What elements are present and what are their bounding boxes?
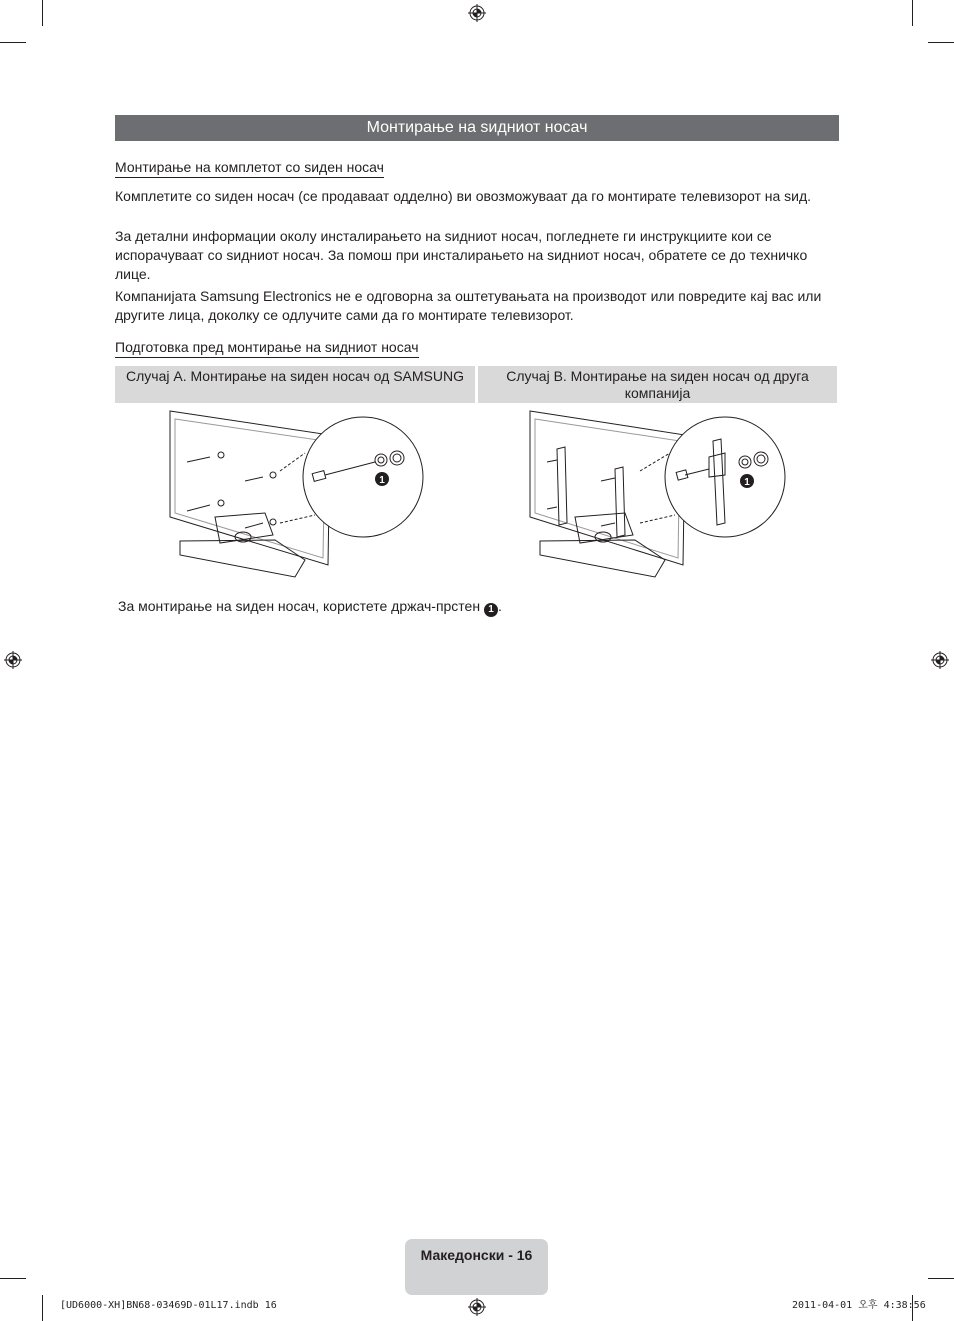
registration-mark-icon bbox=[468, 4, 486, 22]
case-b-header: Случај B. Монтирање на ѕиден носач од друга компанија bbox=[478, 366, 837, 403]
kit-paragraph-2: За детални информации околу инсталирањето на ѕидниот носач, погледнете ги инструкциите кои се испорачуваат со ѕидниот носач. За помош при инсталирањето на ѕидниот носач, обратете се до техничко лице. bbox=[115, 228, 808, 282]
callout-badge-icon: 1 bbox=[484, 603, 498, 617]
print-slug-right: 2011-04-01 오후 4:38:56 bbox=[792, 1300, 926, 1311]
print-slug-left: [UD6000-XH]BN68-03469D-01L17.indb 16 bbox=[60, 1300, 277, 1311]
crop-mark bbox=[42, 0, 43, 26]
case-a-illustration bbox=[165, 405, 430, 585]
case-b-illustration bbox=[525, 405, 790, 585]
mounting-note-text: За монтирање на ѕиден носач, користете држач-прстен bbox=[118, 598, 481, 614]
crop-mark bbox=[0, 42, 26, 43]
registration-mark-icon bbox=[468, 1298, 486, 1316]
crop-mark bbox=[912, 0, 913, 26]
section-title: Монтирање на ѕидниот носач bbox=[115, 115, 839, 141]
page-label: Македонски - 16 bbox=[420, 1247, 533, 1263]
case-a-header: Случај А. Монтирање на ѕиден носач од SAMSUNG bbox=[115, 366, 475, 403]
crop-mark bbox=[928, 42, 954, 43]
mounting-note-end: . bbox=[497, 598, 502, 614]
crop-mark bbox=[42, 1295, 43, 1321]
page-number-tab bbox=[405, 1239, 548, 1295]
crop-mark bbox=[928, 1278, 954, 1279]
kit-paragraph-3: Компанијата Samsung Electronics не е одговорна за оштетувањата на производот или повредите кај вас или другите лица, доколку се одлучите сами да го монтирате телевизорот. bbox=[115, 288, 822, 323]
kit-heading: Монтирање на комплетот со ѕиден носач bbox=[115, 158, 384, 178]
registration-mark-icon bbox=[931, 651, 949, 669]
prep-heading: Подготовка пред монтирање на ѕидниот носач bbox=[115, 338, 419, 358]
kit-paragraph-1: Комплетите со ѕиден носач (се продаваат одделно) ви овозможуваат да го монтирате телевизорот на ѕид. bbox=[115, 188, 812, 204]
mounting-note bbox=[118, 597, 502, 617]
svg-text:1: 1 bbox=[744, 477, 750, 488]
registration-mark-icon bbox=[4, 651, 22, 669]
svg-text:1: 1 bbox=[379, 475, 385, 486]
crop-mark bbox=[0, 1278, 26, 1279]
